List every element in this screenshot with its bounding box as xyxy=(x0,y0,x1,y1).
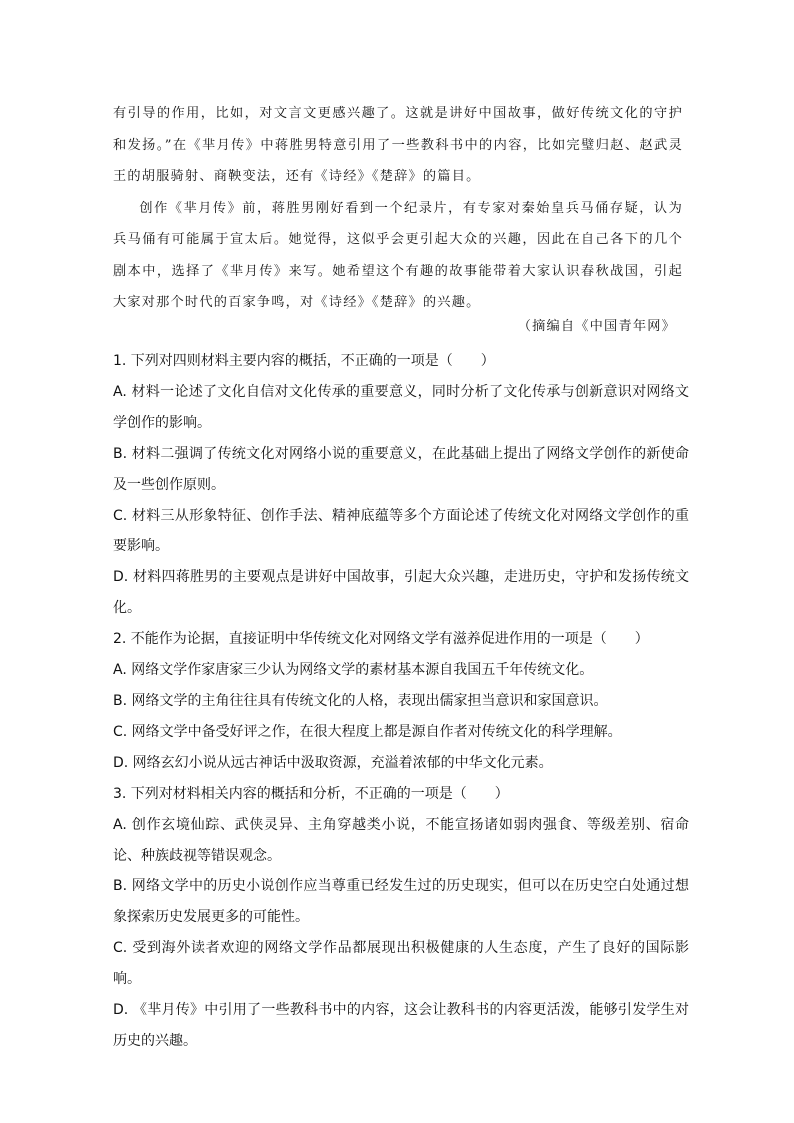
question-2 xyxy=(113,624,689,779)
passage-paragraph: 创作《芈月传》前，蒋胜男刚好看到一个纪录片，有专家对秦始皇兵马俑存疑，认为兵马俑有可能属于宣太后。她觉得，这似乎会更引起大众的兴趣，因此在自己各下的几个剧本中，选择了《芈月传》来写。她希望这个有趣的故事能带着大家认识春秋战国，引起大家对那个时代的百家争鸣，对《诗经》《楚辞》的兴趣。 xyxy=(113,200,683,310)
option-a: A. 创作玄境仙踪、武侠灵异、主角穿越类小说，不能宣扬诸如弱肉强食、等级差别、宿命论、种族歧视等错误观念。 xyxy=(113,816,689,864)
option-d: D. 《芈月传》中引用了一些教科书中的内容，这会让教科书的内容更活泼，能够引发学生对历史的兴趣。 xyxy=(113,1002,689,1049)
option-b: B. 材料二强调了传统文化对网络小说的重要意义，在此基础上提出了网络文学创作的新使命及一些创作原则。 xyxy=(113,445,689,493)
option-c: C. 网络文学中备受好评之作，在很大程度上都是源自作者对传统文化的科学理解。 xyxy=(113,723,622,740)
question-stem: 3. 下列对材料相关内容的概括和分析，不正确的一项是（ ） xyxy=(113,785,509,802)
option-b: B. 网络文学中的历史小说创作应当尊重已经发生过的历史现实，但可以在历史空白处通过想象探索历史发展更多的可能性。 xyxy=(113,878,689,926)
question-1 xyxy=(113,346,689,624)
option-c: C. 材料三从形象特征、创作手法、精神底蕴等多个方面论述了传统文化对网络文学创作的重要影响。 xyxy=(113,507,689,555)
question-3 xyxy=(113,779,689,1057)
question-list xyxy=(113,346,689,1057)
option-d: D. 网络玄幻小说从远古神话中汲取资源，充溢着浓郁的中华文化元素。 xyxy=(113,754,553,771)
passage-paragraph: 有引导的作用，比如，对文言文更感兴趣了。这就是讲好中国故事，做好传统文化的守护和发扬。”在《芈月传》中蒋胜男特意引用了一些教科书中的内容，比如完璧归赵、赵武灵王的胡服骑射、商鞅变法，还有《诗经》《楚辞》的篇目。 xyxy=(113,106,683,184)
question-stem: 1. 下列对四则材料主要内容的概括，不正确的一项是（ ） xyxy=(113,353,495,369)
option-a: A. 材料一论述了文化自信对文化传承的重要意义，同时分析了文化传承与创新意识对网络文学创作的影响。 xyxy=(113,383,689,431)
question-stem: 2. 不能作为论据，直接证明中华传统文化对网络文学有滋养促进作用的一项是（ ） xyxy=(113,631,649,648)
option-c: C. 受到海外读者欢迎的网络文学作品都展现出积极健康的人生态度，产生了良好的国际影响。 xyxy=(113,940,689,988)
option-b: B. 网络文学的主角往往具有传统文化的人格，表现出儒家担当意识和家国意识。 xyxy=(113,692,608,709)
reading-passage xyxy=(113,98,683,319)
option-d: D. 材料四蒋胜男的主要观点是讲好中国故事，引起大众兴趣，走进历史，守护和发扬传统文化。 xyxy=(113,569,689,617)
passage-source: （摘编自《中国青年网》 xyxy=(517,319,676,334)
option-a: A. 网络文学作家唐家三少认为网络文学的素材基本源自我国五千年传统文化。 xyxy=(113,662,594,679)
